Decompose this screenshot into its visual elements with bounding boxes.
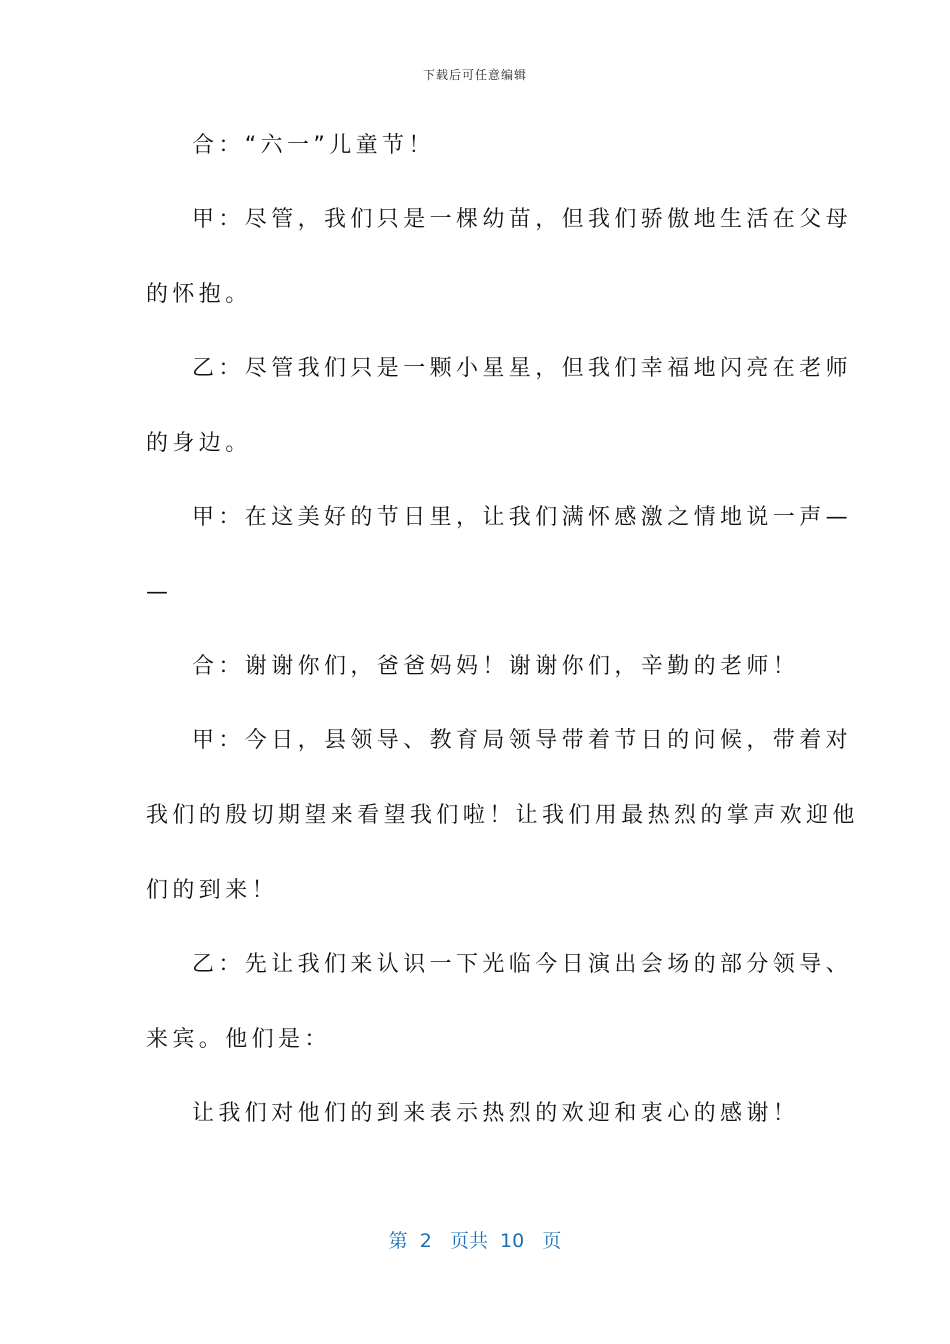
- script-line-13: 来宾。他们是：: [146, 1027, 331, 1052]
- script-line-12: 乙：先让我们来认识一下光临今日演出会场的部分领导、: [192, 952, 853, 977]
- page-number-footer: 第 2 页共 10 页: [388, 1230, 562, 1252]
- script-line-1: 合：“六一”儿童节！: [192, 133, 435, 158]
- script-line-14: 让我们对他们的到来表示热烈的欢迎和衷心的感谢！: [192, 1101, 800, 1126]
- header-note: 下载后可任意编辑: [422, 68, 527, 82]
- script-line-8: 合：谢谢你们，爸爸妈妈！谢谢你们，辛勤的老师！: [192, 654, 800, 679]
- script-line-4: 乙：尽管我们只是一颗小星星，但我们幸福地闪亮在老师: [192, 356, 853, 381]
- script-line-2: 甲：尽管，我们只是一棵幼苗，但我们骄傲地生活在父母: [192, 207, 853, 232]
- script-line-9: 甲：今日，县领导、教育局领导带着节日的问候，带着对: [192, 728, 853, 753]
- script-line-10: 我们的殷切期望来看望我们啦！让我们用最热烈的掌声欢迎他: [146, 803, 859, 828]
- script-line-3: 的怀抱。: [146, 282, 252, 307]
- script-line-11: 们的到来！: [146, 878, 279, 903]
- script-line-6: 甲：在这美好的节日里，让我们满怀感激之情地说一声—: [192, 505, 853, 530]
- script-line-7: —: [146, 580, 173, 605]
- script-line-5: 的身边。: [146, 431, 252, 456]
